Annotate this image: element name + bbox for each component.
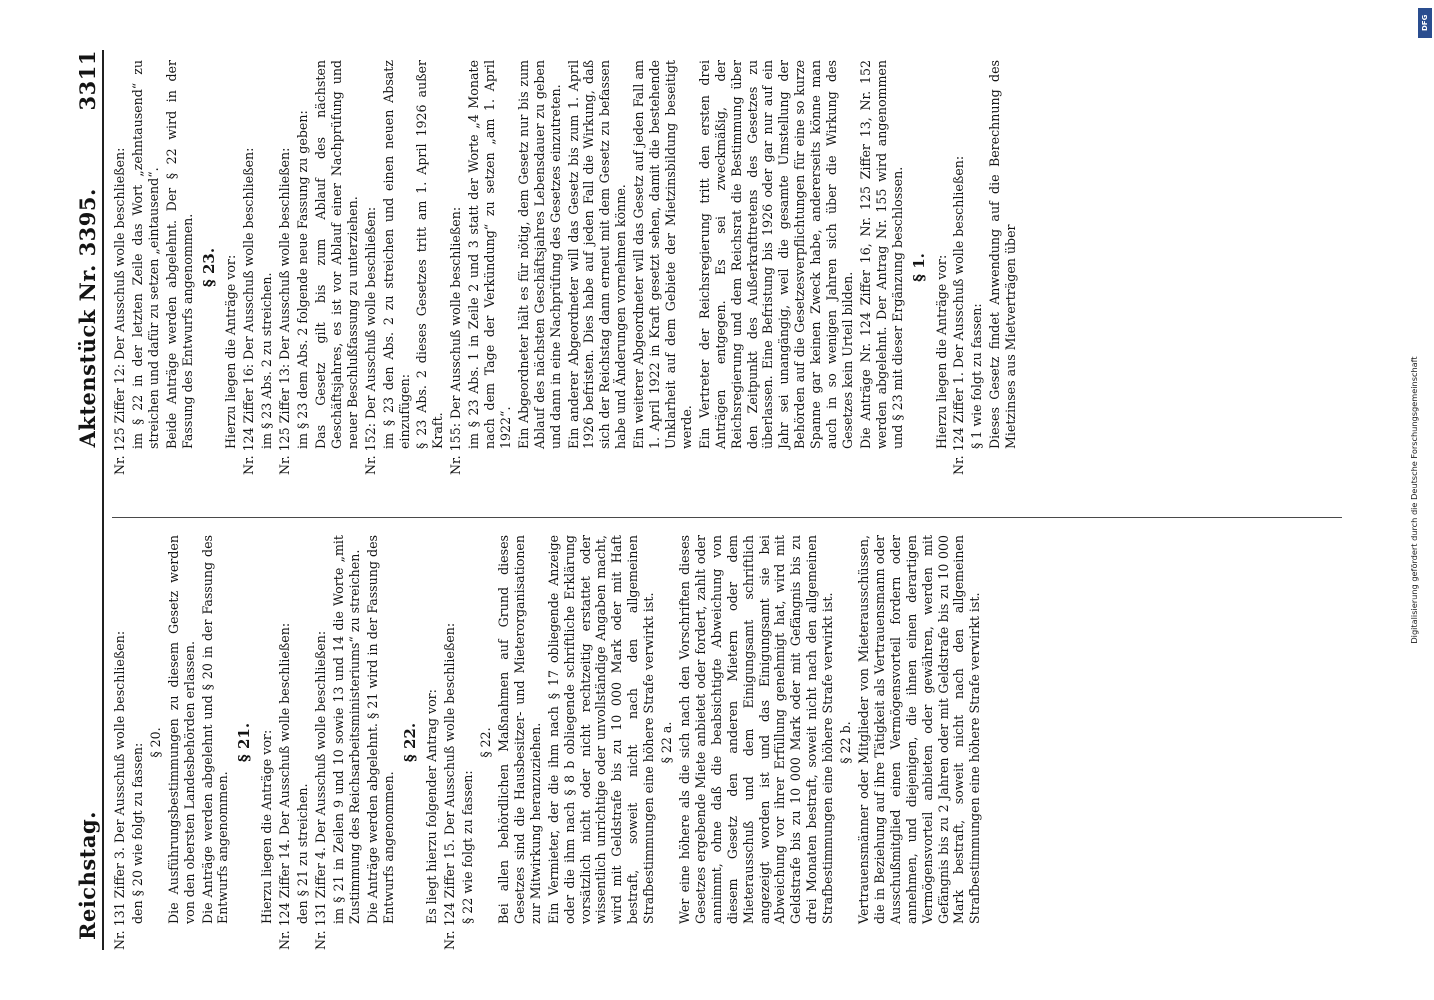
paragraph: § 22. xyxy=(478,727,494,758)
document-number: Aktenstück Nr. 3395. xyxy=(75,188,100,448)
left-column xyxy=(112,535,985,950)
paragraph: den § 21 zu streichen. xyxy=(295,783,311,924)
section-heading: § 1. xyxy=(909,253,928,282)
paragraph: Beide Anträge werden abgelehnt. Der § 22 wird in der Fassung des Entwurfs angenommen. xyxy=(163,60,195,449)
paragraph: Nr. 124 Ziffer 16: Der Ausschuß wolle beschließen: xyxy=(241,147,257,475)
paragraph: Ein Abgeordneter hält es für nötig, dem Gesetz nur bis zum Ablauf des nächsten Geschäftsjahres Lebensdauer zu geben und dann in eine Nachprüfung des Gesetzes einzutreten. xyxy=(515,60,563,449)
paragraph: Hierzu liegen die Anträge vor: xyxy=(259,729,275,924)
section-heading: § 23. xyxy=(199,247,218,288)
paragraph: Nr. 155: Der Ausschuß wolle beschließen: xyxy=(448,206,464,475)
page-number: 3311 xyxy=(75,49,100,111)
paragraph: Nr. 124 Ziffer 14. Der Ausschuß wolle beschließen: xyxy=(277,622,293,950)
paragraph: im § 22 in der letzten Zeile das Wort „zehntausend“ zu streichen und dafür zu setzen „eintausend“. xyxy=(129,60,161,449)
paragraph: im § 23 den Abs. 2 zu streichen und einen neuen Absatz einzufügen: xyxy=(380,60,412,449)
rotated-document-page xyxy=(40,0,1400,1000)
column-divider xyxy=(112,517,1342,518)
paragraph: Die Anträge werden abgelehnt und § 20 in der Fassung des Entwurfs angenommen. xyxy=(199,535,231,924)
paragraph: Wer eine höhere als die sich nach den Vorschriften dieses Gesetzes ergebende Miete anbietet oder fordert, zahlt oder annimmt, ohne daß die beabsichtigte Abweichung von diesem Gesetz den anderen Mietern oder dem Mieterausschuß und dem Einigungsamt schriftlich angezeigt worden ist und das Einigungsamt sie bei Abweichung vor ihrer Erfüllung genehmigt hat, wird mit Geldstrafe bis zu 10 000 Mark oder mit Gefängnis bis zu drei Monaten bestraft, soweit nicht nach den allgemeinen Strafbestimmungen eine höhere Strafe verwirkt ist. xyxy=(677,535,836,924)
paragraph: Ein weiterer Abgeordneter will das Gesetz auf jeden Fall am 1. April 1922 in Kraft gesetzt sehen, damit die bestehende Unklarheit auf dem Gebiete der Mietzinsbildung beseitigt werde. xyxy=(631,60,694,449)
paragraph: Es liegt hierzu folgender Antrag vor: xyxy=(424,689,440,924)
paragraph: Hierzu liegen die Anträge vor: xyxy=(223,254,239,449)
paragraph: im § 23 Abs. 2 zu streichen. xyxy=(259,272,275,449)
header-rule xyxy=(102,50,104,950)
paragraph: Ein Vermieter, der die ihm nach § 17 obliegende Anzeige oder die ihm nach § 8 b obliegende schriftliche Erklärung vorsätzlich nicht oder nicht rechtzeitig erstattet oder wissentlich unrichtige oder unvollständige Angaben macht, wird mit Geldstrafe bis zu 10 000 Mark oder mit Haft bestraft, soweit nicht nach den allgemeinen Strafbestimmungen eine höhere Strafe verwirkt ist. xyxy=(545,535,657,924)
paragraph: Dieses Gesetz findet Anwendung auf die Berechnung des Mietzinses aus Mietverträgen über xyxy=(987,60,1019,449)
section-heading: § 22. xyxy=(400,722,419,763)
paragraph: den § 20 wie folgt zu fassen: xyxy=(129,742,145,924)
paragraph: Die Anträge werden abgelehnt. § 21 wird in der Fassung des Entwurfs angenommen. xyxy=(364,535,396,924)
paragraph: Ein Vertreter der Reichsregierung tritt den ersten drei Anträgen entgegen. Es sei zweckmäßig, der Reichsregierung und dem Reichsrat die Bestimmung über den Zeitpunkt des Außerkrafttretens des Gesetzes zu überlassen. Eine Befristung bis 1926 oder gar nur auf ein Jahr sei unangängig, weil die gesamte Umstellung der Behörden auf die Gesetzesverpflichtungen für eine so kurze Spanne gar keinen Zweck habe, andererseits könne man auch in so wenigen Jahren sich über die Wirkung des Gesetzes kein Urteil bilden. xyxy=(696,60,855,449)
paragraph: Nr. 124 Ziffer 15. Der Ausschuß wolle beschließen: xyxy=(442,622,458,950)
paragraph: § 20. xyxy=(147,727,163,758)
paragraph: § 22 a. xyxy=(659,721,675,764)
paragraph: im § 23 Abs. 1 in Zeile 2 und 3 statt der Worte „4 Monate nach dem Tage der Verkündung“ zu setzen „am 1. April 1922“. xyxy=(466,60,513,449)
paragraph: Nr. 125 Ziffer 13: Der Ausschuß wolle beschließen: xyxy=(277,147,293,475)
paragraph: Die Anträge Nr. 124 Ziffer 16, Nr. 125 Ziffer 13, Nr. 152 werden abgelehnt. Der Antrag Nr. 155 wird angenommen und § 23 mit dieser Ergänzung beschlossen. xyxy=(857,60,905,449)
paragraph: Die Ausführungsbestimmungen zu diesem Gesetz werden von den obersten Landesbehörden erlassen. xyxy=(165,535,197,924)
paragraph: § 23 Abs. 2 dieses Gesetzes tritt am 1. April 1926 außer Kraft. xyxy=(414,60,446,449)
paragraph: Nr. 125 Ziffer 12: Der Ausschuß wolle beschließen: xyxy=(112,147,127,475)
paragraph: im § 21 in Zeilen 9 und 10 sowie 13 und 14 die Worte „mit Zustimmung des Reichsarbeitsministeriums“ zu streichen. xyxy=(330,535,362,924)
section-heading: § 21. xyxy=(235,722,254,763)
paragraph: § 22 wie folgt zu fassen: xyxy=(460,770,476,924)
page-header xyxy=(48,50,100,940)
paragraph: Nr. 131 Ziffer 4. Der Ausschuß wolle beschließen: xyxy=(312,630,328,950)
right-column xyxy=(112,60,1021,475)
paragraph: Nr. 124 Ziffer 1. Der Ausschuß wolle beschließen: xyxy=(951,155,967,475)
paragraph: Das Gesetz gilt bis zum Ablauf des nächsten Geschäftsjahres, es ist vor Ablauf einer Nachprüfung und neuer Beschlußfassung zu unterziehen. xyxy=(312,60,360,449)
paragraph: § 22 b. xyxy=(838,721,854,764)
paragraph: Vertrauensmänner oder Mitglieder von Mieterausschüssen, die in Beziehung auf ihre Tätigkeit als Vertrauensmann oder Ausschußmitglied einen Vermögensvorteil fordern oder annehmen, und diejenigen, die ihnen einen derartigen Vermögensvorteil anbieten oder gewähren, werden mit Gefängnis bis zu 2 Jahren oder mit Geldstrafe bis zu 10 000 Mark bestraft, soweit nicht nach den allgemeinen Strafbestimmungen eine höhere Strafe verwirkt ist. xyxy=(855,535,983,924)
paragraph: Ein anderer Abgeordneter will das Gesetz bis zum 1. April 1926 befristen. Dies habe auf jeden Fall die Wirkung, daß sich der Reichstag dann erneut mit dem Gesetz zu befassen habe und Änderungen vornehmen könne. xyxy=(565,60,629,449)
paragraph: § 1 wie folgt zu fassen: xyxy=(969,303,985,449)
paragraph: Hierzu liegen die Anträge vor: xyxy=(933,254,949,449)
dfg-logo: DFG xyxy=(1418,8,1432,38)
paragraph: Nr. 131 Ziffer 3. Der Ausschuß wolle beschließen: xyxy=(112,630,127,950)
paragraph: Nr. 152: Der Ausschuß wolle beschließen: xyxy=(362,206,378,475)
running-title: Reichstag. xyxy=(75,811,100,940)
paragraph: Bei allen behördlichen Maßnahmen auf Grund dieses Gesetzes sind die Hausbesitzer- und Mieterorganisationen zur Mitwirkung heranzuziehen. xyxy=(496,535,543,924)
paragraph: im § 23 dem Abs. 2 folgende neue Fassung zu geben: xyxy=(295,110,311,449)
digitization-credit: Digitalisierung gefördert durch die Deutsche Forschungsgemeinschaft xyxy=(1409,356,1419,644)
